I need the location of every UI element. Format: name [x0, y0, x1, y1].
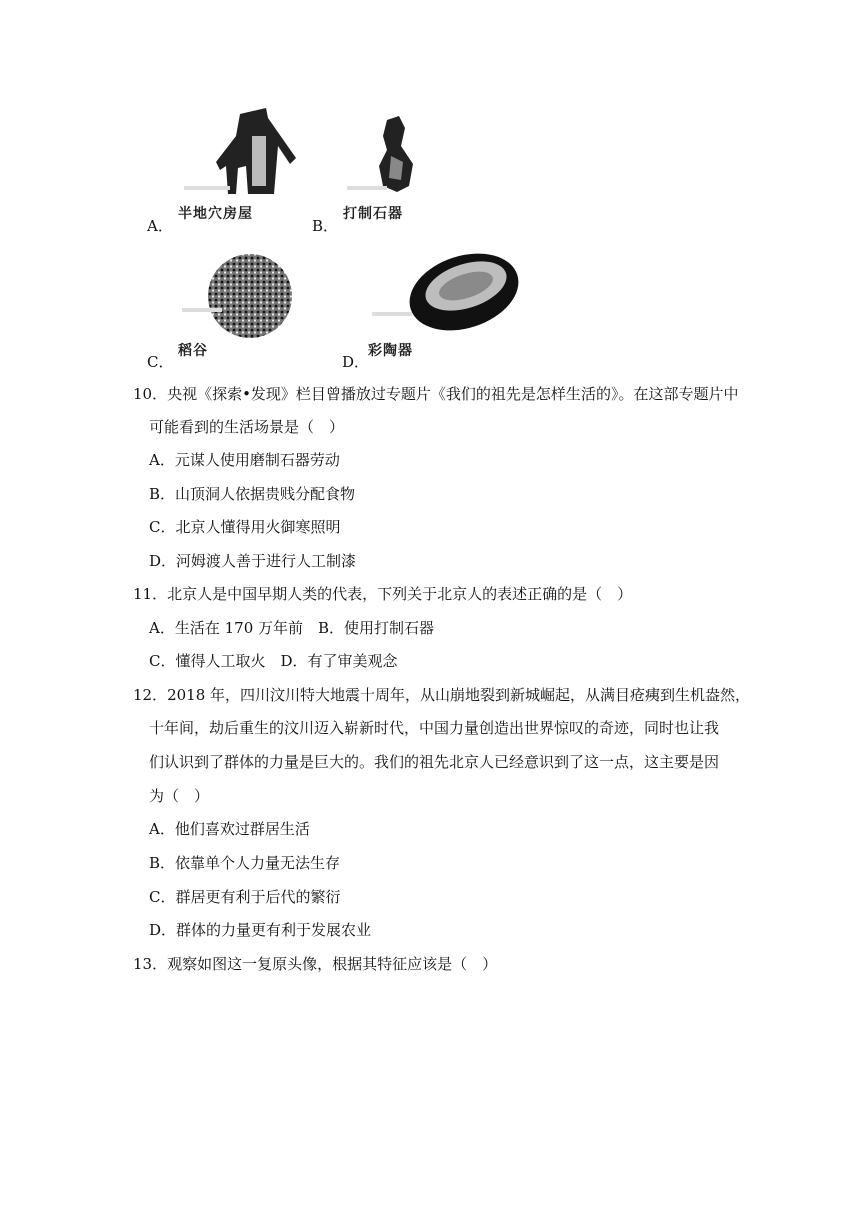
q10-option-b[interactable]: B．山顶洞人依据贵贱分配食物 — [149, 485, 356, 503]
q11-options-row2[interactable]: C．懂得人工取火 D．有了审美观念 — [149, 652, 398, 670]
q10-option-d[interactable]: D．河姆渡人善于进行人工制漆 — [149, 552, 357, 570]
painted-pottery-image — [368, 246, 528, 366]
q12-line4: 为（ ） — [149, 787, 210, 805]
q10-option-c[interactable]: C．北京人懂得用火御寒照明 — [149, 518, 341, 536]
option-d-caption: 彩陶器 — [368, 343, 413, 359]
option-a-letter[interactable]: A． — [147, 217, 173, 235]
semi-subterranean-house-icon — [178, 106, 308, 201]
q12-line1: 12．2018 年，四川汶川特大地震十周年，从山崩地裂到新城崛起，从满目疮痍到生机盎然， — [133, 686, 751, 704]
rice-grain-image — [178, 250, 308, 365]
option-b-letter[interactable]: B． — [312, 217, 339, 235]
option-d-letter[interactable]: D． — [342, 353, 370, 371]
option-c-caption: 稻谷 — [178, 343, 208, 359]
chipped-stone-tool-icon — [343, 106, 443, 201]
q11-options-row1[interactable]: A．生活在 170 万年前 B．使用打制石器 — [149, 619, 435, 637]
q10-line1: 10．央视《探索•发现》栏目曾播放过专题片《我们的祖先是怎样生活的》。在这部专题片中 — [133, 385, 739, 403]
q12-option-c[interactable]: C．群居更有利于后代的繁衍 — [149, 888, 341, 906]
painted-pottery-icon — [368, 246, 528, 338]
q10-line2: 可能看到的生活场景是（ ） — [149, 418, 345, 436]
chipped-stone-tool-image — [343, 106, 443, 226]
option-c-letter[interactable]: C． — [147, 353, 174, 371]
q12-option-b[interactable]: B．依靠单个人力量无法生存 — [149, 854, 341, 872]
option-a-caption: 半地穴房屋 — [178, 206, 253, 222]
q13-line1: 13．观察如图这一复原头像，根据其特征应该是（ ） — [133, 955, 498, 973]
rice-grain-icon — [178, 250, 308, 340]
q12-line3: 们认识到了群体的力量是巨大的。我们的祖先北京人已经意识到了这一点，这主要是因 — [149, 753, 720, 771]
q12-option-a[interactable]: A．他们喜欢过群居生活 — [149, 820, 310, 838]
semi-subterranean-house-image — [178, 106, 308, 226]
q10-option-a[interactable]: A．元谋人使用磨制石器劳动 — [149, 451, 340, 469]
q12-option-d[interactable]: D．群体的力量更有利于发展农业 — [149, 921, 372, 939]
q12-line2: 十年间，劫后重生的汶川迈入崭新时代，中国力量创造出世界惊叹的奇迹，同时也让我 — [149, 719, 720, 737]
q11-line1: 11．北京人是中国早期人类的代表，下列关于北京人的表述正确的是（ ） — [133, 585, 633, 603]
option-b-caption: 打制石器 — [343, 206, 403, 222]
